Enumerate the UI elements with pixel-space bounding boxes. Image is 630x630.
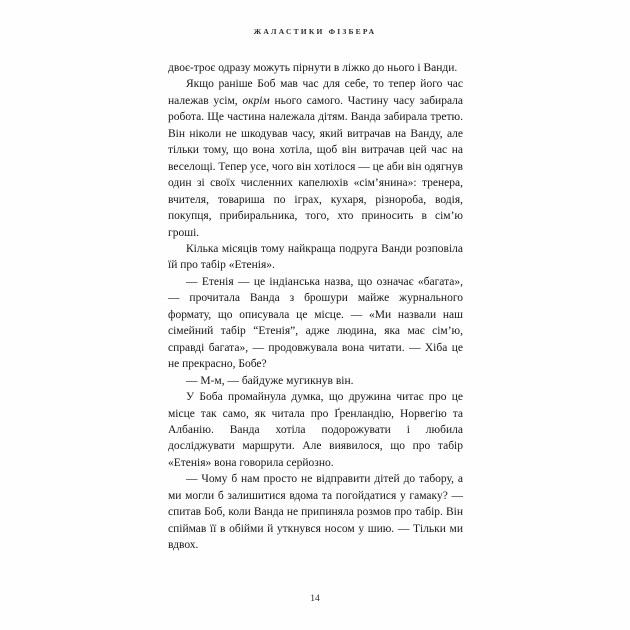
paragraph: — Чому б нам просто не відправити дітей до табору, а ми могли б залишитися вдома та погойдатися у гамаку? — спитав Боб, коли Ванда не припиняла розмов про табір. Він спіймав її в обійми й уткнувся носом у шию. — Тільки ми вдвох.	[168, 473, 463, 552]
paragraph: двоє-троє одразу можуть пірнути в ліжко до нього і Ванди.	[168, 62, 458, 74]
running-head: ЖАЛАСТИКИ ФІЗБЕРА	[253, 27, 377, 36]
page-number: 14	[310, 594, 320, 604]
paragraph: У Боба промайнула думка, що дружина читає про це місце так само, як читала про Ґренландію, Норвегію та Албанію. Ванда хотіла подорожувати і любила досліджувати маршрути. Але виявилося, що про табір «Етенія» вона говорила серйозно.	[168, 391, 463, 469]
paragraph: — Етенія — це індіанська назва, що означає «багата», — прочитала Ванда з брошури майже журнального формату, що описувала це місце. — «Ми назвали наш сімейний табір “Етенія”, адже людина, яка має сім’ю, справді багата», — продовжувала вона читати. — Хіба це не прекрасно, Бобе?	[168, 275, 463, 371]
page-body	[168, 60, 463, 554]
paragraph: Якщо раніше Боб мав час для себе, то тепер його час належав усім, окрім нього самого. Частину часу забирала робота. Ще частина належала дітям. Ванда забирала третю. Він ніколи не шкодував часу, який витрачав на Ванду, але тільки тому, що вона хотіла, щоб він витрачав цей час на веселощі. Тепер усе, чого він хотілося — це аби він одягнув один зі своїх численних капелюхів «сім’янина»: тренера, вчителя, товариша по іграх, кухаря, різнороба, водія, покупця, прибиральника, того, хто приносить в сім’ю гроші.	[168, 78, 463, 239]
paragraph: — М-м, — байдуже мугикнув він.	[186, 374, 354, 387]
paragraph: Кілька місяців тому найкраща подруга Ванди розповіла їй про табір «Етенія».	[168, 242, 463, 272]
